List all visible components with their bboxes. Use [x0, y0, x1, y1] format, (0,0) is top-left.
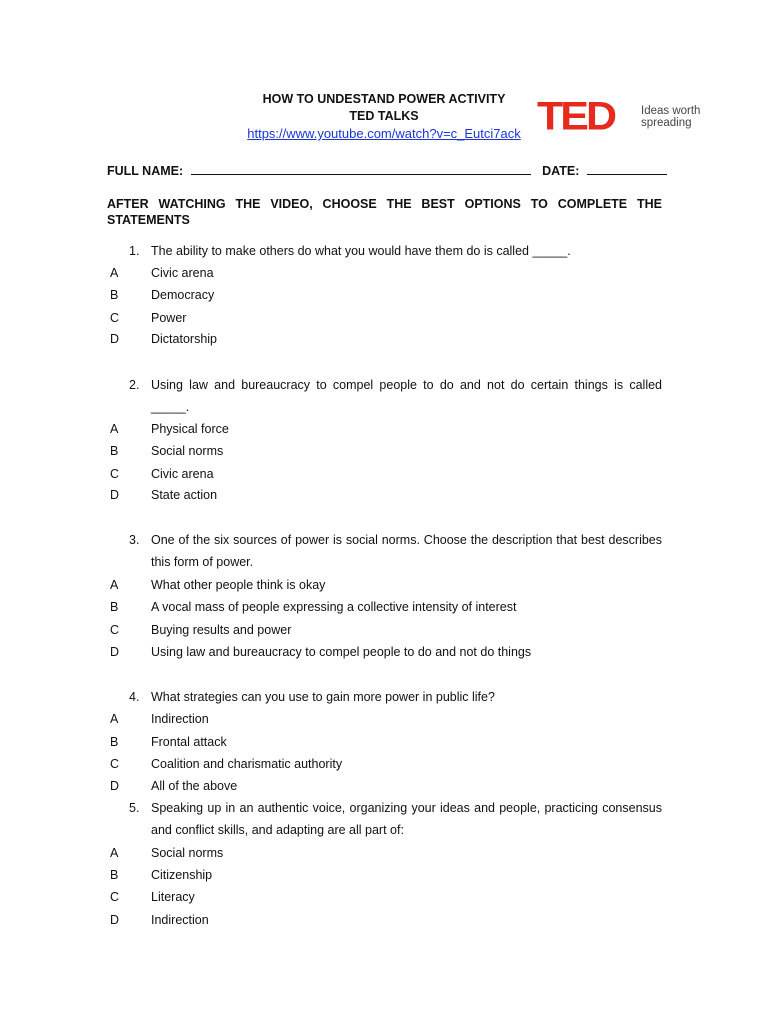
video-link[interactable]: https://www.youtube.com/watch?v=c_Eutci7ack — [247, 126, 521, 141]
question-3-option-c: Buying results and power — [151, 623, 292, 637]
question-5-text: Speaking up in an authentic voice, organizing your ideas and people, practicing consensus and conflict skills, and adapting are all part of: — [151, 801, 662, 837]
instruction-text: AFTER WATCHING THE VIDEO, CHOOSE THE BEST OPTIONS TO COMPLETE THE STATEMENTS — [107, 197, 662, 227]
question-3-option-a: What other people think is okay — [151, 578, 326, 592]
question-1-number: 1. — [129, 244, 140, 258]
ted-logo-word: TED — [537, 94, 614, 139]
question-5-option-a: Social norms — [151, 846, 224, 860]
date-blank[interactable] — [587, 163, 667, 175]
question-3-option-d: Using law and bureaucracy to compel people to do and not do things — [151, 645, 532, 659]
question-4-option-a: Indirection — [151, 712, 209, 726]
question-3-option-b: A vocal mass of people expressing a collective intensity of interest — [151, 600, 517, 614]
full-name-blank[interactable] — [191, 163, 531, 175]
question-4-option-b: Frontal attack — [151, 735, 227, 749]
ted-tagline-line1: Ideas worth — [641, 105, 701, 117]
question-1-option-b-letter: B — [110, 288, 119, 302]
question-4-option-d-letter: D — [110, 779, 120, 793]
question-5-option-c-letter: C — [110, 890, 120, 904]
question-2-option-b-letter: B — [110, 444, 119, 458]
question-1-text: The ability to make others do what you would have them do is called _____. — [151, 244, 571, 258]
worksheet-subtitle: TED TALKS — [349, 109, 419, 123]
worksheet-title: HOW TO UNDESTAND POWER ACTIVITY — [262, 92, 506, 106]
question-5-option-d-letter: D — [110, 913, 120, 927]
question-5-option-c: Literacy — [151, 890, 195, 904]
question-1-option-d-letter: D — [110, 332, 120, 346]
question-2-option-c-letter: C — [110, 467, 120, 481]
question-1-option-c-letter: C — [110, 311, 120, 325]
question-4-option-a-letter: A — [110, 712, 119, 726]
question-2-option-c: Civic arena — [151, 467, 214, 481]
question-1-option-b: Democracy — [151, 288, 215, 302]
ted-logo — [537, 94, 707, 141]
question-4-option-c-letter: C — [110, 757, 120, 771]
question-4-option-b-letter: B — [110, 735, 119, 749]
question-5-option-d: Indirection — [151, 913, 209, 927]
question-2-number: 2. — [129, 378, 140, 392]
question-2-option-d: State action — [151, 488, 218, 502]
question-3-number: 3. — [129, 533, 140, 547]
question-4-text: What strategies can you use to gain more power in public life? — [151, 690, 495, 704]
question-3-text: One of the six sources of power is social norms. Choose the description that best describes this form of power. — [151, 533, 662, 569]
question-2-text: Using law and bureaucracy to compel people to do and not do certain things is called _____. — [151, 378, 662, 414]
full-name-label: FULL NAME: — [107, 164, 184, 178]
question-3-option-c-letter: C — [110, 623, 120, 637]
question-1-option-a: Civic arena — [151, 266, 214, 280]
question-3-option-d-letter: D — [110, 645, 120, 659]
question-5-option-b: Citizenship — [151, 868, 213, 882]
question-4-option-c: Coalition and charismatic authority — [151, 757, 343, 771]
ted-tagline-line2: spreading — [641, 117, 692, 129]
ted-logo-tagline — [641, 105, 711, 129]
question-5-option-a-letter: A — [110, 846, 119, 860]
question-2-option-d-letter: D — [110, 488, 120, 502]
question-2-option-a: Physical force — [151, 422, 229, 436]
question-2-option-b: Social norms — [151, 444, 224, 458]
question-3-option-b-letter: B — [110, 600, 119, 614]
question-5-number: 5. — [129, 801, 140, 815]
question-4-option-d: All of the above — [151, 779, 238, 793]
question-1-option-a-letter: A — [110, 266, 119, 280]
question-4-number: 4. — [129, 690, 140, 704]
question-2-option-a-letter: A — [110, 422, 119, 436]
question-3-option-a-letter: A — [110, 578, 119, 592]
question-1-option-c: Power — [151, 311, 187, 325]
question-5-option-b-letter: B — [110, 868, 119, 882]
name-date-row — [107, 163, 667, 178]
date-label: DATE: — [542, 164, 580, 178]
question-1-option-d: Dictatorship — [151, 332, 217, 346]
